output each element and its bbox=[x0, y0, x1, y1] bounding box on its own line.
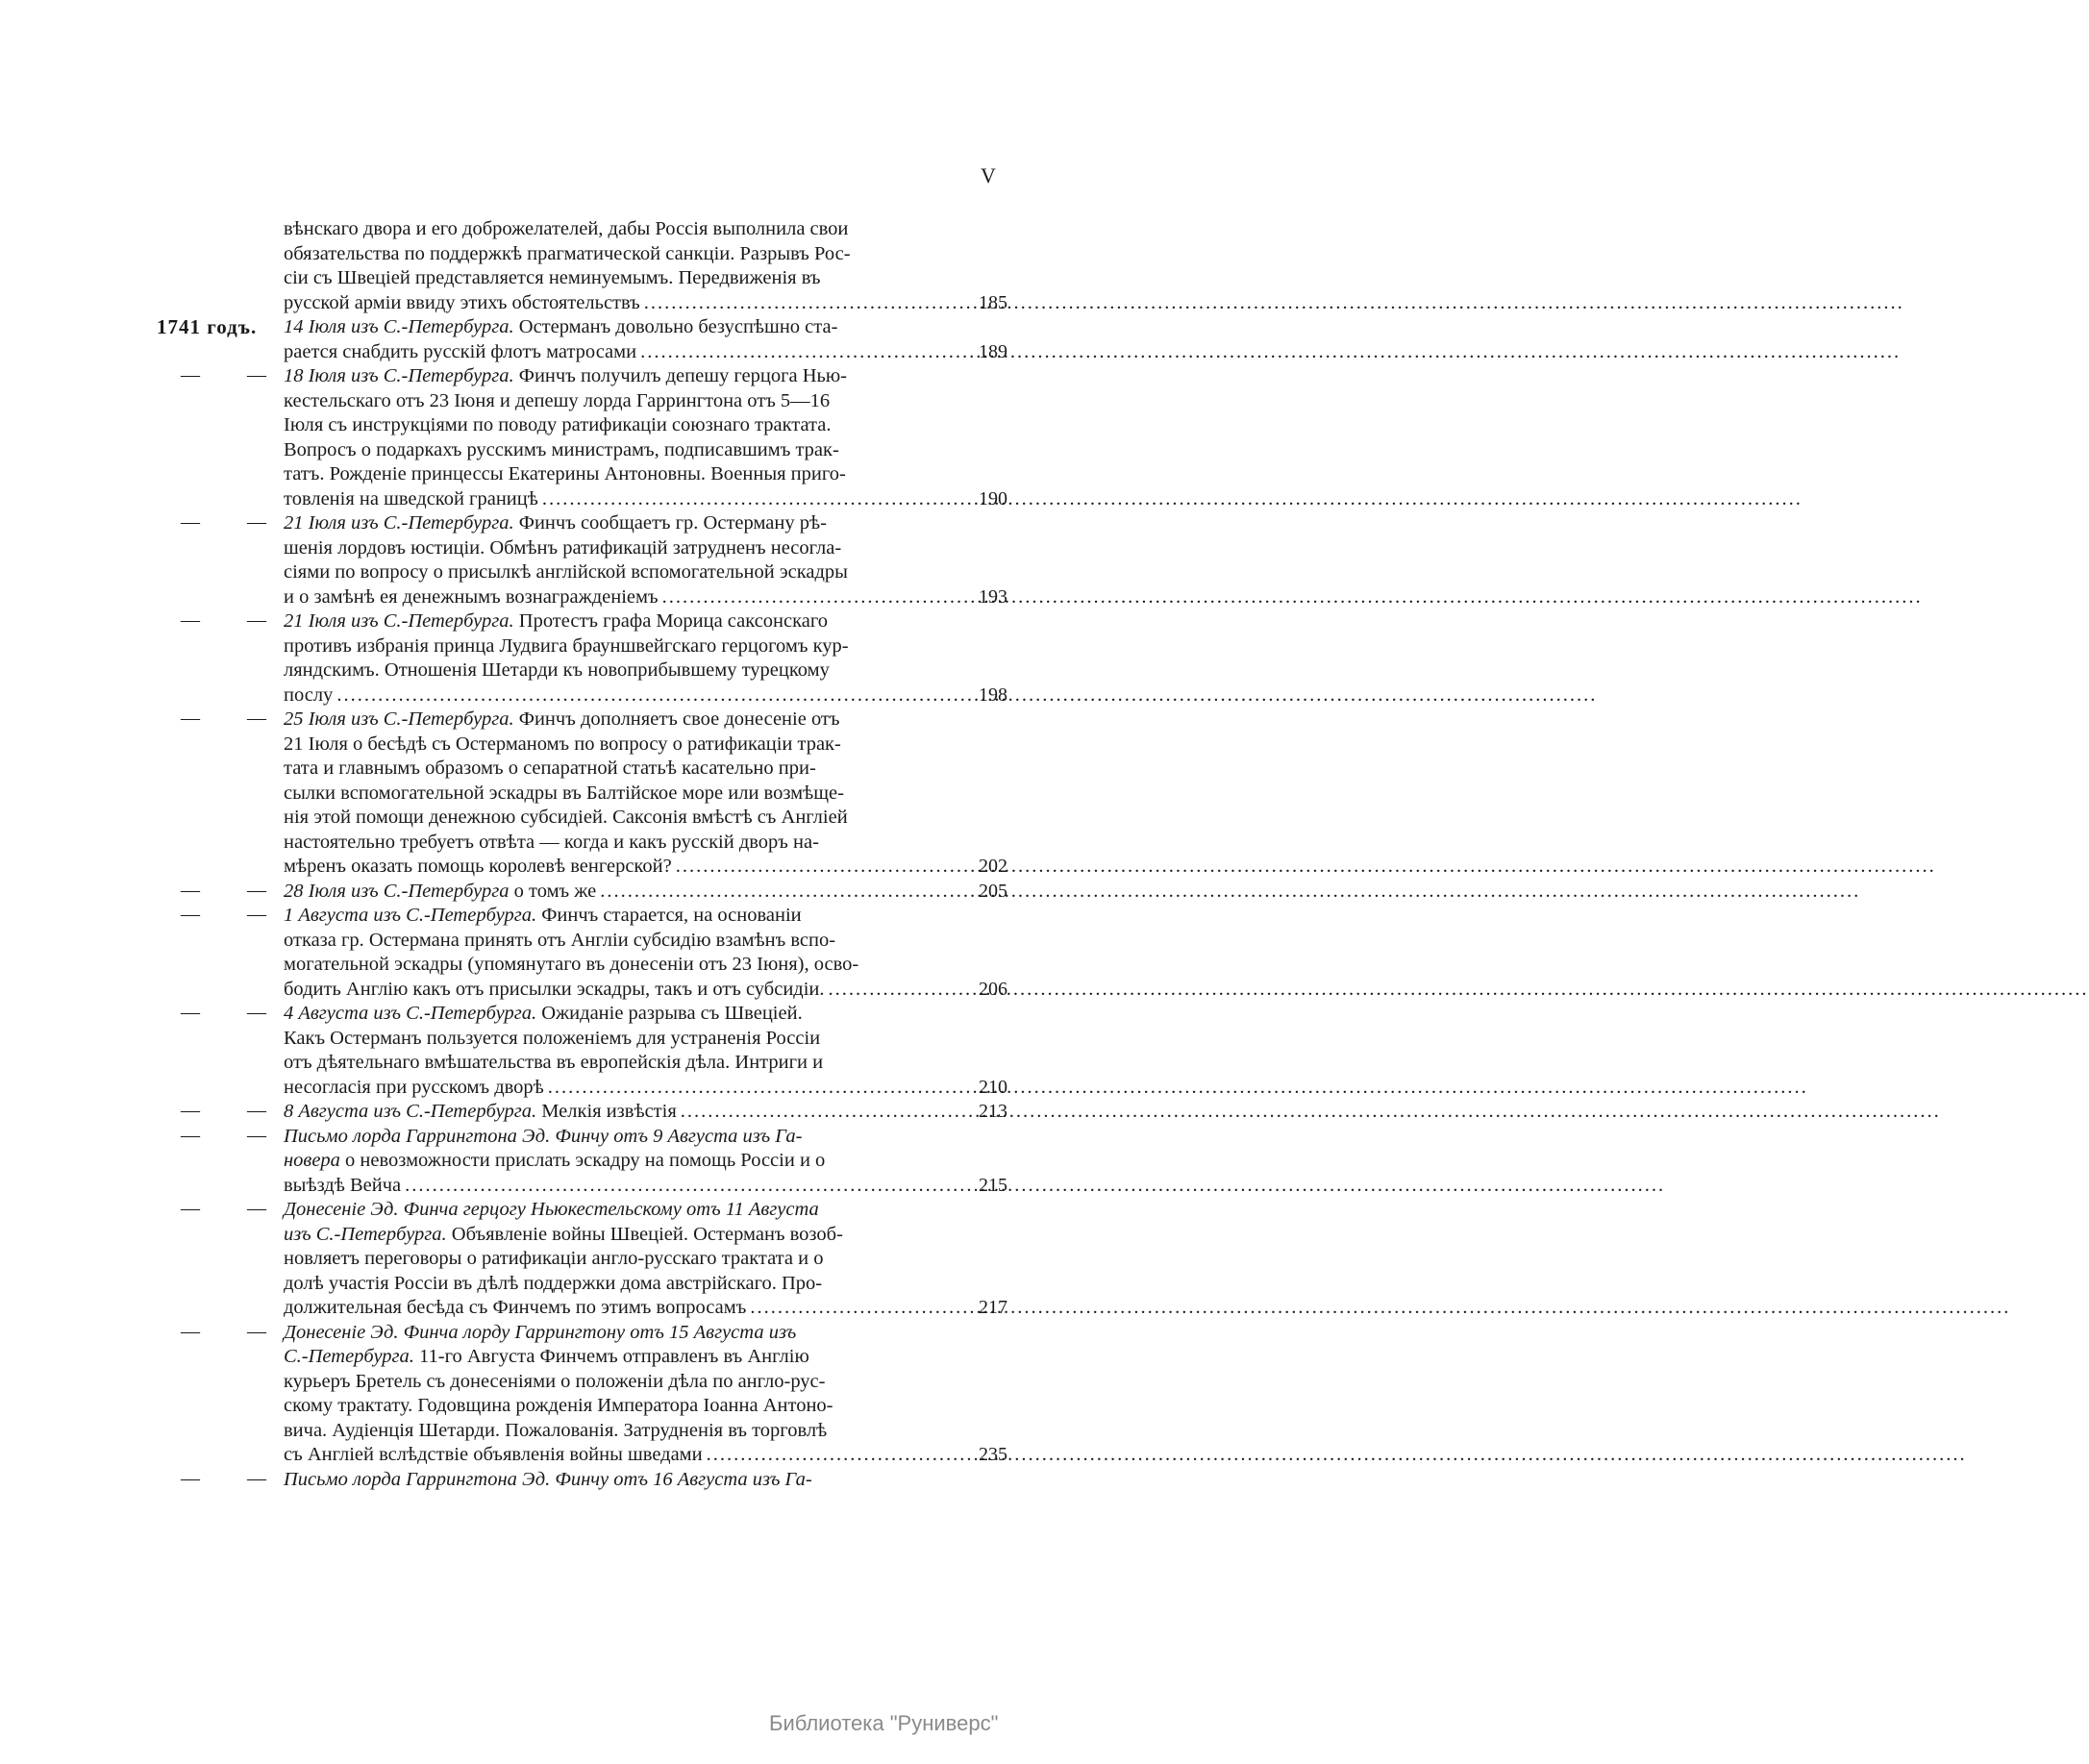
text-line bbox=[284, 683, 1007, 708]
line-text: Финчъ старается, на основаніи bbox=[536, 905, 802, 926]
text-line bbox=[284, 806, 939, 831]
line-text: Вопросъ о подаркахъ русскимъ министрамъ, подписавшимъ трак- bbox=[284, 438, 839, 460]
ditto-dashes: — — bbox=[181, 879, 287, 901]
text-line bbox=[284, 1051, 939, 1076]
italic-citation: 25 Іюля изъ С.-Петербурга. bbox=[284, 708, 514, 730]
line-text: выѣздѣ Вейча bbox=[284, 1174, 402, 1196]
line-text: Какъ Остерманъ пользуется положеніемъ для устраненія Россіи bbox=[284, 1027, 821, 1049]
text-line bbox=[284, 1198, 939, 1223]
entry-text bbox=[284, 511, 1007, 609]
line-text: шенія лордовъ юстиціи. Обмѣнъ ратификацій затрудненъ несогла- bbox=[284, 536, 842, 559]
text-line bbox=[284, 1443, 1007, 1468]
line-text: Остерманъ довольно безуспѣшно ста- bbox=[513, 316, 838, 337]
text-line bbox=[284, 1468, 939, 1493]
page-reference: 206 bbox=[979, 978, 1007, 1000]
dot-leader bbox=[336, 683, 1597, 708]
line-text: новляетъ переговоры о ратификаціи англо-русскаго трактата и о bbox=[284, 1248, 824, 1269]
toc-entry bbox=[0, 1468, 1155, 1493]
page-reference: 213 bbox=[979, 1101, 1007, 1122]
text-line bbox=[284, 1419, 939, 1444]
line-text: вича. Аудіенція Шетарди. Пожалованія. Затрудненія въ торговлѣ bbox=[284, 1419, 828, 1441]
italic-citation: новера bbox=[284, 1150, 340, 1171]
text-line bbox=[284, 880, 1007, 905]
toc-entry bbox=[0, 1125, 1155, 1199]
text-line bbox=[284, 1247, 939, 1272]
ditto-dashes: — — bbox=[181, 708, 287, 729]
page-reference: 202 bbox=[979, 856, 1007, 877]
entry-text bbox=[284, 904, 1007, 1002]
table-of-contents bbox=[0, 217, 1155, 1492]
ditto-dashes: — — bbox=[181, 904, 287, 925]
page-reference: 217 bbox=[979, 1297, 1007, 1318]
text-line bbox=[284, 782, 939, 807]
text-line bbox=[284, 487, 1007, 512]
text-line bbox=[284, 413, 939, 438]
ditto-dashes: — — bbox=[181, 1198, 287, 1219]
line-text: вѣнскаго двора и его доброжелателей, дабы Россія выполнила свои bbox=[284, 218, 849, 239]
dot-leader bbox=[676, 855, 1936, 880]
line-text: бодить Англію какъ отъ присылки эскадры, такъ и отъ субсидіи. bbox=[284, 978, 825, 1000]
line-text: Іюля съ инструкціями по поводу ратификаціи союзнаго трактата. bbox=[284, 414, 832, 435]
text-line bbox=[284, 1100, 1007, 1125]
ditto-dashes: — — bbox=[181, 364, 287, 385]
italic-citation: 8 Августа изъ С.-Петербурга. bbox=[284, 1101, 537, 1122]
toc-entry bbox=[0, 364, 1155, 511]
italic-citation: 21 Іюля изъ С.-Петербурга. bbox=[284, 610, 514, 632]
text-line bbox=[284, 1076, 1007, 1101]
text-line bbox=[284, 266, 939, 291]
italic-citation: изъ С.-Петербурга. bbox=[284, 1223, 447, 1245]
line-text: о томъ же bbox=[509, 880, 597, 902]
ditto-dashes: — — bbox=[181, 609, 287, 631]
dot-leader bbox=[707, 1443, 1967, 1468]
entry-text bbox=[284, 1002, 1007, 1100]
italic-citation: 14 Іюля изъ С.-Петербурга. bbox=[284, 316, 514, 337]
text-line bbox=[284, 364, 939, 389]
line-text: сіи съ Швеціей представляется неминуемымъ. Передвиженія въ bbox=[284, 267, 821, 288]
text-line bbox=[284, 217, 939, 242]
dot-leader bbox=[750, 1296, 2010, 1321]
page-reference: 210 bbox=[979, 1076, 1007, 1098]
line-text: русской арміи ввиду этихъ обстоятельствъ bbox=[284, 291, 640, 313]
ditto-dashes: — — bbox=[181, 1100, 287, 1121]
line-text: съ Англіей вслѣдствіе объявленія войны шведами bbox=[284, 1444, 703, 1465]
toc-entry bbox=[0, 880, 1155, 905]
entry-text bbox=[284, 315, 1007, 364]
toc-entry bbox=[0, 217, 1155, 315]
italic-citation: Письмо лорда Гаррингтона Эд. Финчу отъ 16 Августа изъ Га- bbox=[284, 1468, 812, 1490]
line-text: татъ. Рожденіе принцессы Екатерины Антоновны. Военныя приго- bbox=[284, 463, 846, 484]
ditto-dashes: — — bbox=[181, 1467, 287, 1489]
toc-entry bbox=[0, 609, 1155, 708]
line-text: Протестъ графа Морица саксонскаго bbox=[513, 610, 829, 632]
text-line bbox=[284, 511, 939, 536]
text-line bbox=[284, 536, 939, 561]
dot-leader bbox=[662, 585, 1923, 610]
text-line bbox=[284, 560, 939, 585]
line-text: скому трактату. Годовщина рожденія Императора Іоанна Антоно- bbox=[284, 1395, 833, 1416]
page-reference: 205 bbox=[979, 880, 1007, 902]
page-number: V bbox=[981, 163, 996, 187]
text-line bbox=[284, 585, 1007, 610]
toc-entry bbox=[0, 1198, 1155, 1321]
dot-leader bbox=[681, 1100, 1941, 1125]
toc-entry bbox=[0, 1002, 1155, 1100]
toc-entry bbox=[0, 315, 1155, 364]
entry-text bbox=[284, 1125, 1007, 1199]
text-line bbox=[284, 634, 939, 659]
line-text: ляндскимъ. Отношенія Шетарди къ новоприбывшему турецкому bbox=[284, 659, 830, 681]
entry-text bbox=[284, 1468, 939, 1493]
italic-citation: 4 Августа изъ С.-Петербурга. bbox=[284, 1003, 537, 1024]
line-text: и о замѣнѣ ея денежнымъ вознагражденіемъ bbox=[284, 585, 659, 608]
italic-citation: 28 Іюля изъ С.-Петербурга bbox=[284, 880, 510, 902]
text-line bbox=[284, 757, 939, 782]
text-line bbox=[284, 340, 1007, 365]
entry-text bbox=[284, 1100, 1007, 1125]
text-line bbox=[284, 291, 1007, 316]
line-text: сіями по вопросу о присылкѣ англійской вспомогательной эскадры bbox=[284, 561, 848, 583]
text-line bbox=[284, 1174, 1007, 1199]
line-text: Финчъ получилъ депешу герцога Нью- bbox=[513, 365, 847, 386]
page-reference: 189 bbox=[979, 340, 1007, 362]
toc-entry bbox=[0, 1100, 1155, 1125]
text-line bbox=[284, 1223, 939, 1248]
entry-text bbox=[284, 217, 1007, 315]
text-line bbox=[284, 953, 939, 978]
dot-leader bbox=[829, 978, 2089, 1003]
entry-text bbox=[284, 364, 1007, 511]
italic-citation: С.-Петербурга. bbox=[284, 1346, 414, 1367]
entry-text bbox=[284, 880, 1007, 905]
italic-citation: Письмо лорда Гаррингтона Эд. Финчу отъ 9 Августа изъ Га- bbox=[284, 1125, 803, 1147]
line-text: мѣренъ оказать помощь королевѣ венгерской? bbox=[284, 856, 672, 877]
toc-entry bbox=[0, 904, 1155, 1002]
text-line bbox=[284, 1394, 939, 1419]
text-line bbox=[284, 831, 939, 856]
toc-entry bbox=[0, 1321, 1155, 1468]
ditto-dashes: — — bbox=[181, 1124, 287, 1146]
entry-text bbox=[284, 1321, 1007, 1468]
line-text: 11-го Августа Финчемъ отправленъ въ Англію bbox=[413, 1346, 809, 1367]
dot-leader bbox=[640, 340, 1901, 365]
text-line bbox=[284, 1272, 939, 1297]
line-text: настоятельно требуетъ отвѣта — когда и какъ русскій дворъ на- bbox=[284, 831, 819, 853]
page-reference: 185 bbox=[979, 291, 1007, 313]
page-reference: 215 bbox=[979, 1174, 1007, 1196]
ditto-dashes: — — bbox=[181, 1320, 287, 1342]
line-text: Финчъ сообщаетъ гр. Остерману рѣ- bbox=[513, 512, 827, 534]
line-text: Мелкія извѣстія bbox=[536, 1101, 677, 1122]
entry-text bbox=[284, 1198, 1007, 1321]
text-line bbox=[284, 904, 939, 929]
line-text: 21 Іюля о бесѣдѣ съ Остерманомъ по вопросу о ратификаціи трак- bbox=[284, 733, 841, 755]
page-reference: 235 bbox=[979, 1444, 1007, 1465]
dot-leader bbox=[542, 487, 1803, 512]
text-line bbox=[284, 733, 939, 758]
line-text: Объявленіе войны Швеціей. Остерманъ возоб- bbox=[446, 1223, 843, 1245]
text-line bbox=[284, 1002, 939, 1027]
line-text: Ожиданіе разрыва съ Швеціей. bbox=[536, 1003, 803, 1024]
dot-leader bbox=[600, 880, 1860, 905]
text-line bbox=[284, 315, 939, 340]
text-line bbox=[284, 1125, 939, 1150]
dot-leader bbox=[644, 291, 1904, 316]
text-line bbox=[284, 242, 939, 267]
line-text: Финчъ дополняетъ свое донесеніе отъ bbox=[513, 708, 840, 730]
toc-entry bbox=[0, 708, 1155, 880]
italic-citation: Донесеніе Эд. Финча герцогу Ньюкестельскому отъ 11 Августа bbox=[284, 1199, 819, 1220]
text-line bbox=[284, 1149, 939, 1174]
entry-text bbox=[284, 609, 1007, 708]
line-text: о невозможности прислать эскадру на помощь Россіи и о bbox=[339, 1150, 826, 1171]
text-line bbox=[284, 929, 939, 954]
italic-citation: 1 Августа изъ С.-Петербурга. bbox=[284, 905, 537, 926]
line-text: обязательства по поддержкѣ прагматической санкціи. Разрывъ Рос- bbox=[284, 242, 851, 264]
year-marker: 1741 годъ. bbox=[157, 315, 258, 338]
text-line bbox=[284, 708, 939, 733]
line-text: тата и главнымъ образомъ о сепаратной статьѣ касательно при- bbox=[284, 758, 816, 779]
page-reference: 190 bbox=[979, 487, 1007, 509]
entry-text bbox=[284, 708, 1007, 880]
text-line bbox=[284, 1027, 939, 1052]
text-line bbox=[284, 462, 939, 487]
line-text: долѣ участія Россіи въ дѣлѣ поддержки дома австрійскаго. Про- bbox=[284, 1272, 823, 1294]
text-line bbox=[284, 1321, 939, 1346]
line-text: отказа гр. Остермана принять отъ Англіи субсидію взамѣнъ вспо- bbox=[284, 929, 836, 951]
ditto-dashes: — — bbox=[181, 511, 287, 533]
text-line bbox=[284, 1345, 939, 1370]
text-line bbox=[284, 1296, 1007, 1321]
line-text: могательной эскадры (упомянутаго въ донесеніи отъ 23 Іюня), осво- bbox=[284, 954, 859, 975]
italic-citation: 21 Іюля изъ С.-Петербурга. bbox=[284, 512, 514, 534]
text-line bbox=[284, 978, 1007, 1003]
line-text: противъ избранія принца Лудвига брауншвейгскаго герцогомъ кур- bbox=[284, 634, 849, 657]
line-text: кестельскаго отъ 23 Іюня и депешу лорда Гаррингтона отъ 5—16 bbox=[284, 389, 831, 411]
dot-leader bbox=[405, 1174, 1665, 1199]
ditto-dashes: — — bbox=[181, 1002, 287, 1023]
line-text: должительная бесѣда съ Финчемъ по этимъ вопросамъ bbox=[284, 1297, 747, 1318]
page-reference: 198 bbox=[979, 683, 1007, 706]
line-text: товленія на шведской границѣ bbox=[284, 487, 538, 509]
watermark: Библиотека "Руниверс" bbox=[769, 1711, 999, 1735]
text-line bbox=[284, 1370, 939, 1395]
line-text: отъ дѣятельнаго вмѣшательства въ европейскія дѣла. Интриги и bbox=[284, 1052, 824, 1073]
toc-entry bbox=[0, 511, 1155, 609]
line-text: послу bbox=[284, 683, 334, 706]
line-text: нія этой помощи денежною субсидіей. Саксонія вмѣстѣ съ Англіей bbox=[284, 807, 848, 828]
text-line bbox=[284, 609, 939, 634]
line-text: несогласія при русскомъ дворѣ bbox=[284, 1076, 544, 1098]
line-text: сылки вспомогательной эскадры въ Балтійское море или возмѣще- bbox=[284, 782, 844, 804]
page-reference: 193 bbox=[979, 585, 1007, 608]
text-line bbox=[284, 658, 939, 683]
text-line bbox=[284, 438, 939, 463]
line-text: рается снабдить русскій флотъ матросами bbox=[284, 340, 637, 362]
italic-citation: 18 Іюля изъ С.-Петербурга. bbox=[284, 365, 514, 386]
text-line bbox=[284, 855, 1007, 880]
text-line bbox=[284, 389, 939, 414]
italic-citation: Донесеніе Эд. Финча лорду Гаррингтону отъ 15 Августа изъ bbox=[284, 1321, 797, 1343]
line-text: курьеръ Бретель съ донесеніями о положеніи дѣла по англо-рус- bbox=[284, 1370, 826, 1392]
dot-leader bbox=[548, 1076, 1808, 1101]
